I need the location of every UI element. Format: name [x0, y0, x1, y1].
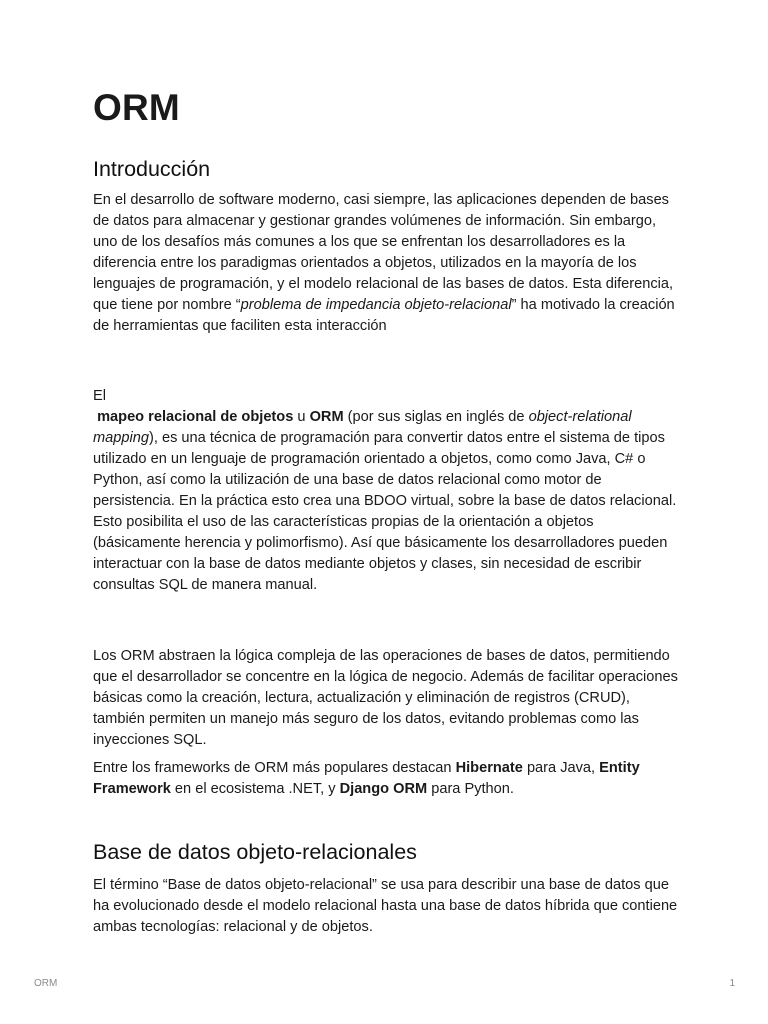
footer-document-title: ORM: [34, 978, 58, 989]
bold-entity-framework: Entity Framework: [93, 760, 640, 797]
bold-orm: ORM: [309, 409, 344, 425]
paragraph-intro-2: El mapeo relacional de objetos u ORM (por sus siglas en inglés de object-relational mapping), es una técnica de programación para convertir datos entre el sistema de tipos utilizado en un lenguaje de programación orientado a objetos, como como Java, C# o Python, así como la utilización de una base de datos relacional como motor de persistencia. En la práctica esto crea una BDOO virtual, sobre la base de datos relacional. Esto posibilita el uso de las características propias de la orientación a objetos (básicamente herencia y polimorfismo). Así que básicamente los desarrolladores pueden interactuar con la base de datos mediante objetos y clases, sin necesidad de escribir consultas SQL de manera manual.: [93, 388, 677, 593]
bold-django-orm: Django ORM: [339, 781, 428, 797]
emphasis-object-relational-mapping: object-relational mapping: [93, 409, 632, 446]
bold-mapeo-relacional: mapeo relacional de objetos: [97, 409, 294, 425]
emphasis-impedancia: problema de impedancia objeto-relacional: [240, 297, 512, 313]
bold-hibernate: Hibernate: [455, 760, 523, 776]
document-title: ORM: [93, 87, 180, 128]
paragraph-intro-4: Entre los frameworks de ORM más populares destacan Hibernate para Java, Entity Framework en el ecosistema .NET, y Django ORM para Python.: [93, 760, 640, 797]
paragraph-intro-3: Los ORM abstraen la lógica compleja de las operaciones de bases de datos, permitiendo que el desarrollador se concentre en la lógica de negocio. Además de facilitar operaciones básicas como la creación, lectura, actualización y eliminación de registros (CRUD), también permiten un manejo más seguro de los datos, evitando problemas como las inyecciones SQL.: [93, 648, 678, 748]
paragraph-intro-1: En el desarrollo de software moderno, casi siempre, las aplicaciones dependen de bases de datos para almacenar y gestionar grandes volúmenes de información. Sin embargo, uno de los desafíos más comunes a los que se enfrentan los desarrolladores es la diferencia entre los paradigmas orientados a objetos, utilizados en la mayoría de los lenguajes de programación, y el modelo relacional de las bases de datos. Esta diferencia, que tiene por nombre “problema de impedancia objeto-relacional” ha motivado la creación de herramientas que faciliten esta interacción: [93, 192, 675, 334]
footer-page-number: 1: [729, 978, 735, 989]
paragraph-bd-1: El término “Base de datos objeto-relacional” se usa para describir una base de datos que ha evolucionado desde el modelo relacional hasta una base de datos híbrida que contiene ambas tecnologías: relacional y de objetos.: [93, 877, 678, 935]
section-heading-base-de-datos: Base de datos objeto-relacionales: [93, 840, 417, 864]
section-heading-introduccion: Introducción: [93, 157, 211, 181]
